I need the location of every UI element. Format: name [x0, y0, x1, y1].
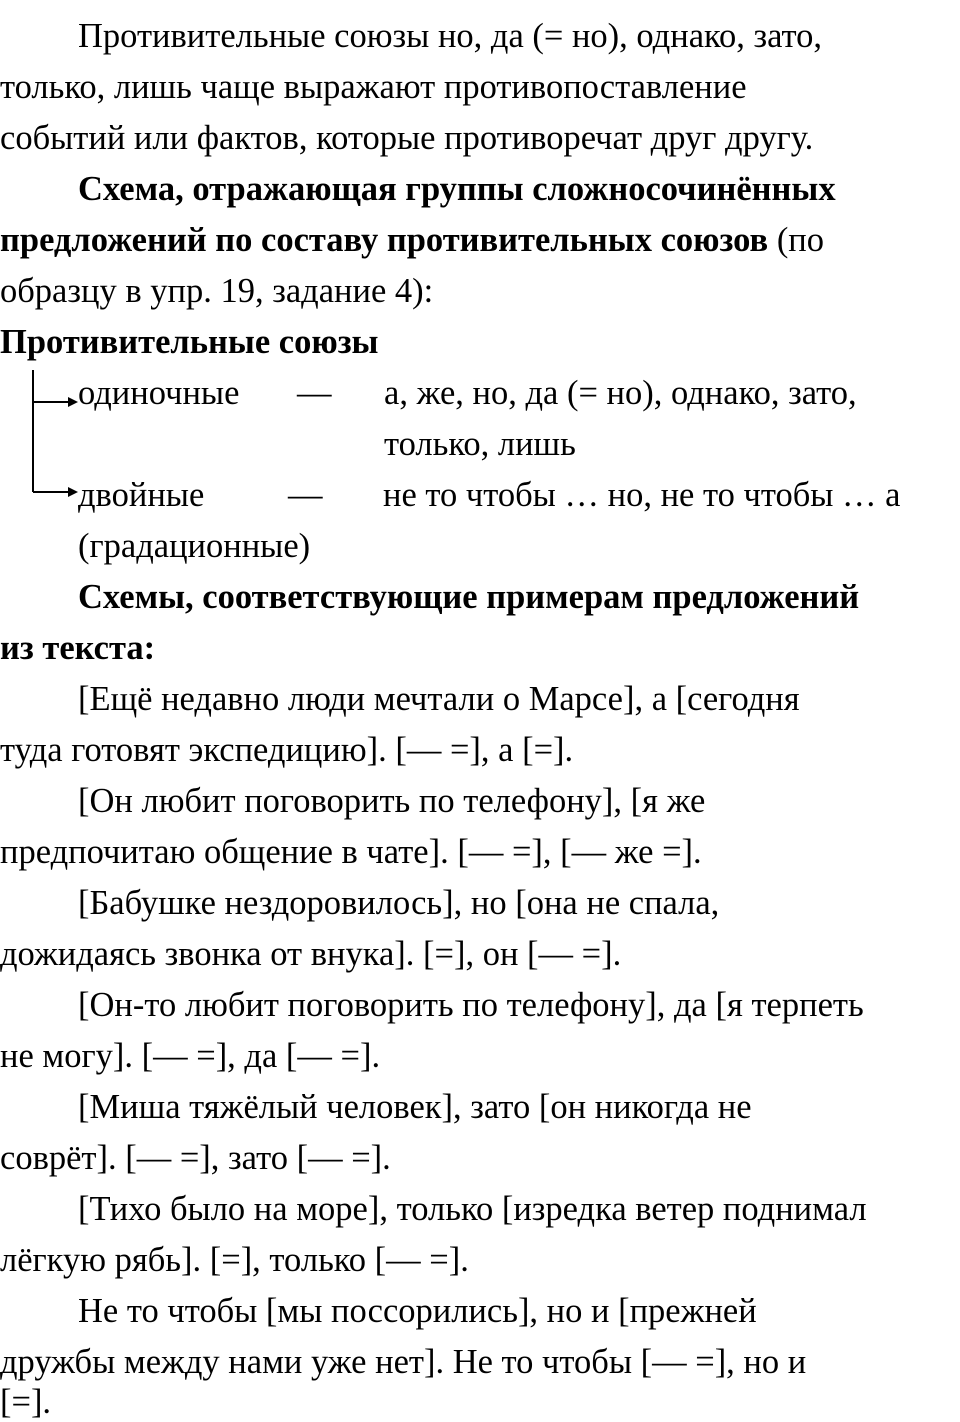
- examples-heading-line-1: Схемы, соответствующие примерам предложений: [78, 578, 860, 616]
- example-2-line-1: [Он любит поговорить по телефону], [я же: [78, 782, 706, 820]
- scheme-heading-rest: (по: [768, 221, 825, 259]
- example-7-line-2: дружбы между нами уже нет]. Не то чтобы [— =], но и: [0, 1343, 807, 1381]
- single-label: одиночные: [78, 374, 240, 412]
- example-7-line-3: [=].: [0, 1383, 52, 1421]
- intro-line-2: только, лишь чаще выражают противопоставление: [0, 68, 747, 106]
- example-5-line-2: соврёт]. [— =], зато [— =].: [0, 1139, 391, 1177]
- single-values-1: а, же, но, да (= но), однако, зато,: [384, 374, 857, 412]
- example-6-line-2: лёгкую рябь]. [=], только [— =].: [0, 1241, 469, 1279]
- examples-heading-line-2: из текста:: [0, 629, 156, 667]
- double-label: двойные: [78, 476, 205, 514]
- example-4-line-1: [Он-то любит поговорить по телефону], да [я терпеть: [78, 986, 864, 1024]
- double-values-1: не то чтобы … но, не то чтобы … а: [383, 476, 901, 514]
- example-1-line-2: туда готовят экспедицию]. [— =], а [=].: [0, 731, 574, 769]
- scheme-heading-bold: предложений по составу противительных союзов: [0, 221, 769, 259]
- double-dash: —: [288, 476, 323, 514]
- single-values-2: только, лишь: [384, 425, 576, 463]
- example-5-line-1: [Миша тяжёлый человек], зато [он никогда не: [78, 1088, 752, 1126]
- example-2-line-2: предпочитаю общение в чате]. [— =], [— же =].: [0, 833, 702, 871]
- scheme-heading-line-1: Схема, отражающая группы сложносочинённых: [78, 170, 836, 208]
- example-4-line-2: не могу]. [— =], да [— =].: [0, 1037, 381, 1075]
- branch-arrows-icon: [20, 366, 82, 502]
- scheme-heading-line-3: образцу в упр. 19, задание 4):: [0, 272, 434, 310]
- double-label-2: (градационные): [78, 527, 311, 565]
- example-6-line-1: [Тихо было на море], только [изредка ветер поднимал: [78, 1190, 867, 1228]
- example-1-line-1: [Ещё недавно люди мечтали о Марсе], а [сегодня: [78, 680, 800, 718]
- example-3-line-1: [Бабушке нездоровилось], но [она не спала,: [78, 884, 720, 922]
- scheme-heading-line-2: [0, 223, 824, 258]
- diagram-root: Противительные союзы: [0, 323, 379, 361]
- example-3-line-2: дожидаясь звонка от внука]. [=], он [— =].: [0, 935, 622, 973]
- example-7-line-1: Не то чтобы [мы поссорились], но и [прежней: [78, 1292, 757, 1330]
- intro-line-3: событий или фактов, которые противоречат друг другу.: [0, 119, 814, 157]
- single-dash: —: [297, 374, 332, 412]
- intro-line-1: Противительные союзы но, да (= но), однако, зато,: [78, 17, 823, 55]
